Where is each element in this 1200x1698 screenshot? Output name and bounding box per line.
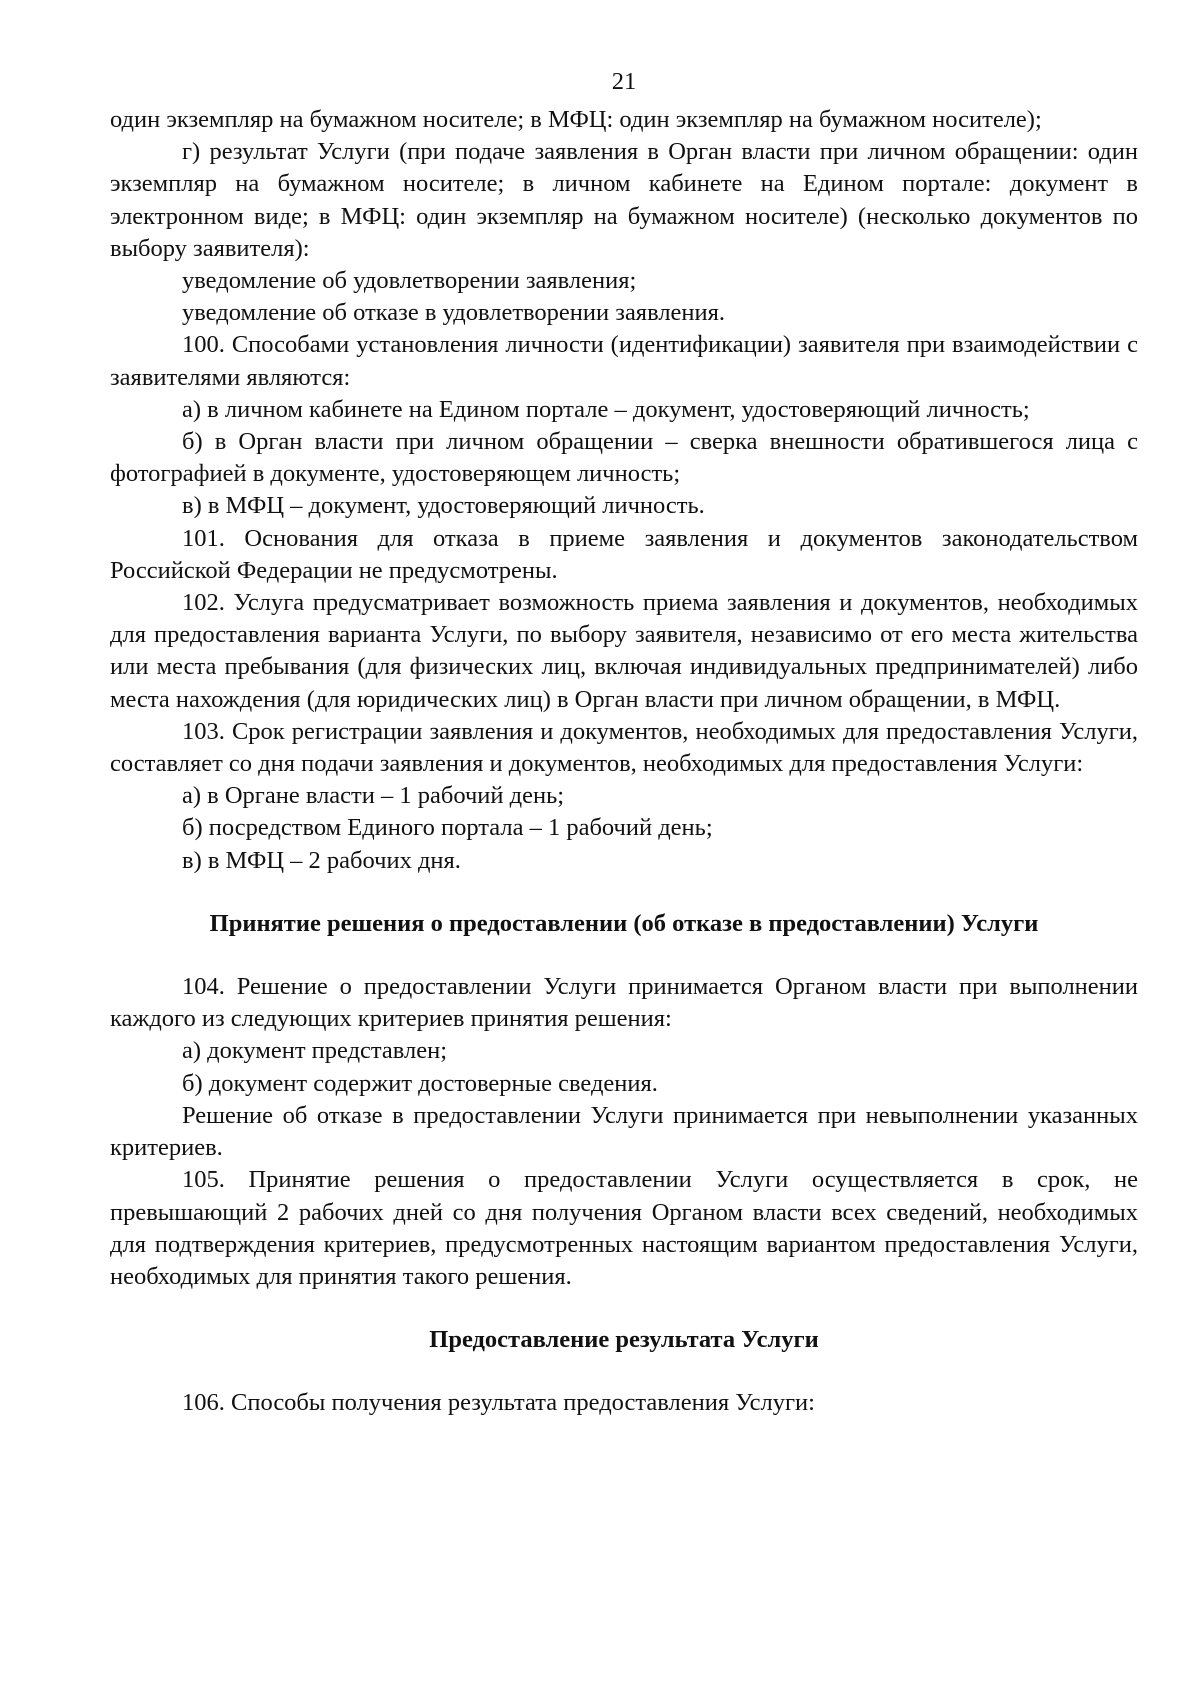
paragraph-refusal-decision: Решение об отказе в предоставлении Услуги принимается при невыполнении указанных критериев. [110, 1101, 1138, 1162]
paragraph-101: 101. Основания для отказа в приеме заявления и документов законодательством Российской Федерации не предусмотрены. [110, 524, 1138, 584]
paragraph-103-a: а) в Органе власти – 1 рабочий день; [182, 782, 565, 810]
document-page [110, 66, 1138, 1420]
paragraph-103: 103. Срок регистрации заявления и документов, необходимых для предоставления Услуги, составляет со дня подачи заявления и документов, необходимых для предоставления Услуги: [110, 717, 1138, 778]
paragraph-102: 102. Услуга предусматривает возможность приема заявления и документов, необходимых для предоставления варианта Услуги, по выбору заявителя, независимо от его места жительства или места пребывания (для физических лиц, включая индивидуальных предпринимателей) либо места нахождения (для юридических лиц) в Орган власти при личном обращении, в МФЦ. [110, 589, 1138, 713]
paragraph-notice-refusal: уведомление об отказе в удовлетворении заявления. [182, 299, 726, 327]
paragraph-106: 106. Способы получения результата предоставления Услуги: [182, 1389, 815, 1417]
paragraph-item-g: г) результат Услуги (при подаче заявления в Орган власти при личном обращении: один экземпляр на бумажном носителе; в личном кабинете на Едином портале: документ в электронном виде; в МФЦ: один экземпляр на бумажном носителе) (несколько документов по выбору заявителя): [110, 138, 1138, 262]
paragraph-100: 100. Способами установления личности (идентификации) заявителя при взаимодействии с заявителями являются: [110, 331, 1138, 391]
section-heading-result: Предоставление результата Услуги [429, 1326, 819, 1354]
paragraph-100-b: б) в Орган власти при личном обращении – сверка внешности обратившегося лица с фотографией в документе, удостоверяющем личность; [110, 428, 1138, 488]
paragraph-104: 104. Решение о предоставлении Услуги принимается Органом власти при выполнении каждого из следующих критериев принятия решения: [110, 973, 1138, 1033]
page-number: 21 [611, 68, 637, 95]
paragraph-103-b: б) посредством Единого портала – 1 рабочий день; [182, 814, 713, 842]
paragraph-104-a: а) документ представлен; [182, 1037, 448, 1065]
paragraph-103-v: в) в МФЦ – 2 рабочих дня. [182, 846, 461, 874]
paragraph-100-a: а) в личном кабинете на Едином портале – документ, удостоверяющий личность; [182, 395, 1030, 423]
paragraph-continuation: один экземпляр на бумажном носителе; в МФЦ: один экземпляр на бумажном носителе); [110, 106, 1042, 133]
paragraph-100-v: в) в МФЦ – документ, удостоверяющий личность. [182, 492, 705, 520]
paragraph-notice-approval: уведомление об удовлетворении заявления; [182, 267, 637, 295]
section-heading-decision: Принятие решения о предоставлении (об отказе в предоставлении) Услуги [209, 909, 1039, 937]
paragraph-105: 105. Принятие решения о предоставлении Услуги осуществляется в срок, не превышающий 2 рабочих дней со дня получения Органом власти всех сведений, необходимых для подтверждения критериев, предусмотренных настоящим вариантом предоставления Услуги, необходимых для принятия такого решения. [110, 1166, 1138, 1290]
paragraph-104-b: б) документ содержит достоверные сведения. [182, 1069, 658, 1097]
